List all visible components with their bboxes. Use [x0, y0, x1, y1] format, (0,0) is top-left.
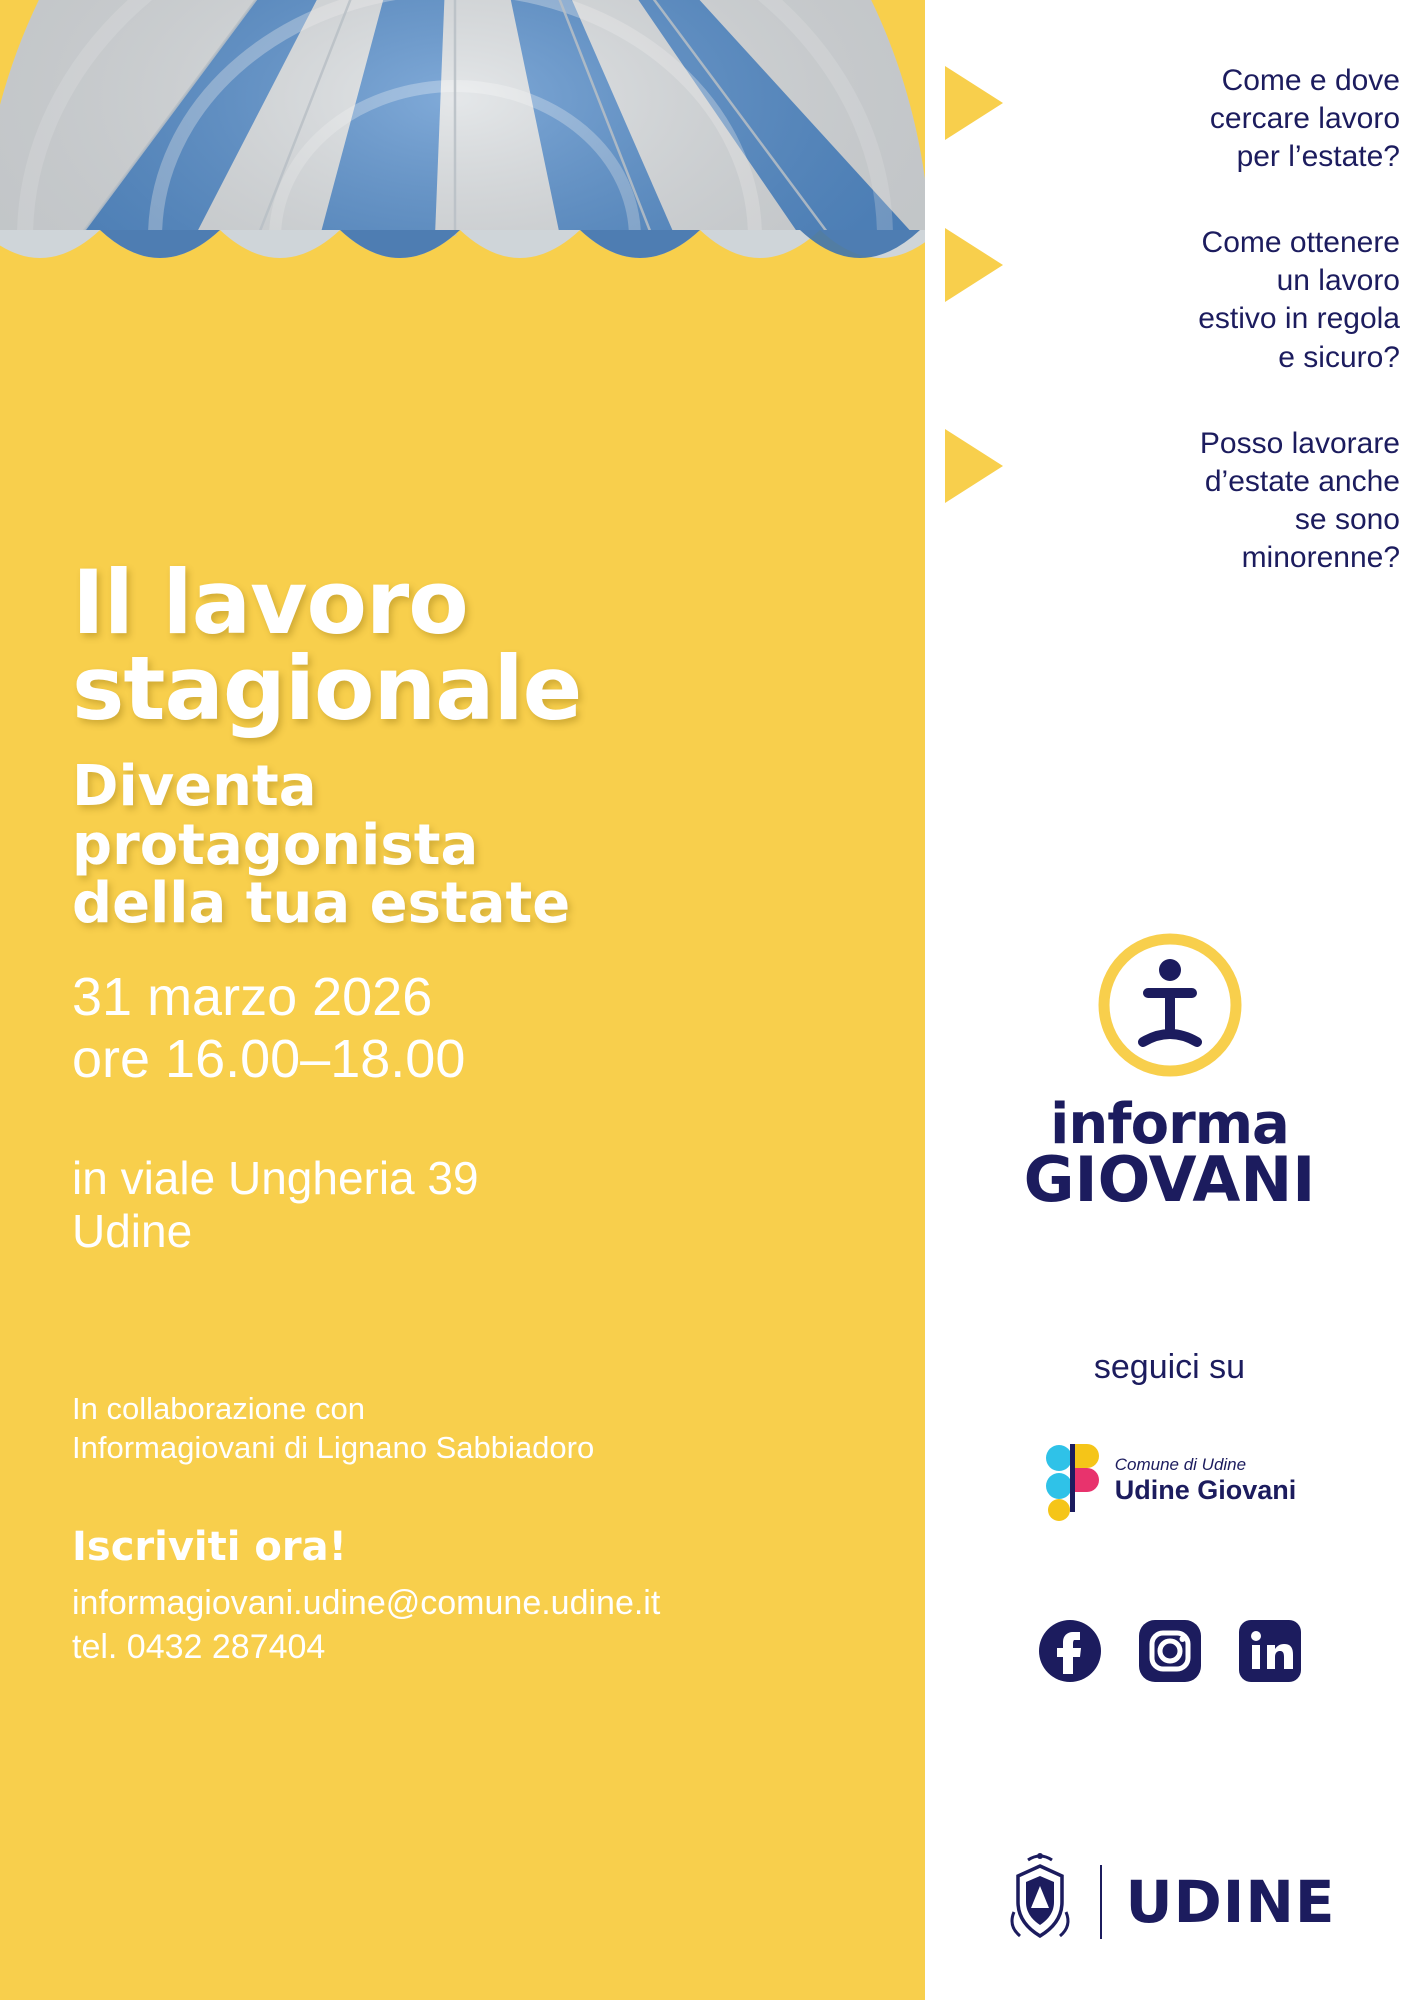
event-time: ore 16.00–18.00 [72, 1028, 466, 1089]
venue-line-1: in viale Ungheria 39 [72, 1152, 479, 1205]
udine-crest-icon [1004, 1850, 1076, 1954]
social-links [925, 1620, 1414, 1682]
udine-giovani-title: Udine Giovani [1114, 1474, 1297, 1505]
event-venue [72, 1152, 862, 1257]
title-line-1: Il lavoro [72, 551, 468, 654]
udine-giovani-mark-icon [1043, 1440, 1101, 1522]
list-item [945, 224, 1400, 376]
cta-heading: Iscriviti ora! [72, 1524, 347, 1571]
logo-word-giovani: GIOVANI [1023, 1143, 1316, 1217]
event-date: 31 marzo 2026 [72, 967, 433, 1028]
collab-line-2: Informagiovani di Lignano Sabbiadoro [72, 1430, 595, 1466]
question-line: un lavoro [1276, 264, 1400, 298]
arrow-right-icon [945, 429, 1003, 503]
logo-word-informa: informa [1050, 1092, 1289, 1157]
subtitle-line-3: della tua estate [72, 870, 571, 936]
comune-di-udine-logo [925, 1850, 1414, 1954]
logo-divider [1100, 1865, 1102, 1939]
poster-text-block [72, 551, 862, 1670]
question-line: cercare lavoro [1209, 102, 1400, 136]
questions-list [945, 62, 1400, 625]
question-line: e sicuro? [1278, 340, 1400, 374]
venue-line-2: Udine [72, 1204, 193, 1257]
list-item [945, 62, 1400, 176]
title-line-2: stagionale [72, 637, 582, 741]
event-datetime [72, 967, 862, 1090]
question-line: Posso lavorare [1199, 426, 1400, 460]
arrow-right-icon [945, 66, 1003, 140]
udine-giovani-subtitle: Comune di Udine [1114, 1455, 1247, 1475]
collab-line-1: In collaborazione con [72, 1391, 365, 1427]
question-line: per l’estate? [1236, 140, 1400, 174]
linkedin-icon[interactable] [1239, 1620, 1301, 1682]
collaboration-note [72, 1389, 862, 1467]
udine-giovani-logo [925, 1440, 1414, 1522]
question-line: se sono [1294, 502, 1400, 536]
question-line: estivo in regola [1198, 302, 1400, 336]
right-white-panel [925, 0, 1414, 2000]
subtitle-line-1: Diventa [72, 754, 317, 820]
contact-phone[interactable]: tel. 0432 287404 [72, 1628, 326, 1667]
informagiovani-mark-icon [1095, 930, 1245, 1080]
question-text [1027, 224, 1400, 376]
page-title [72, 551, 862, 741]
question-line: d’estate anche [1204, 464, 1400, 498]
subtitle-line-2: protagonista [72, 812, 479, 878]
beach-umbrella-illustration [0, 0, 925, 530]
arrow-right-icon [945, 228, 1003, 302]
informagiovani-logo [925, 930, 1414, 1217]
question-text [1027, 425, 1400, 577]
facebook-icon[interactable] [1039, 1620, 1101, 1682]
question-line: Come e dove [1221, 64, 1400, 97]
question-text [1027, 62, 1400, 176]
question-line: Come ottenere [1201, 226, 1400, 260]
udine-wordmark: UDINE [1125, 1868, 1336, 1936]
list-item [945, 425, 1400, 577]
subtitle [72, 754, 862, 936]
instagram-icon[interactable] [1139, 1620, 1201, 1682]
follow-us-label: seguici su [1093, 1348, 1246, 1386]
contact-email[interactable]: informagiovani.udine@comune.udine.it [72, 1584, 661, 1623]
question-line: minorenne? [1241, 540, 1400, 574]
